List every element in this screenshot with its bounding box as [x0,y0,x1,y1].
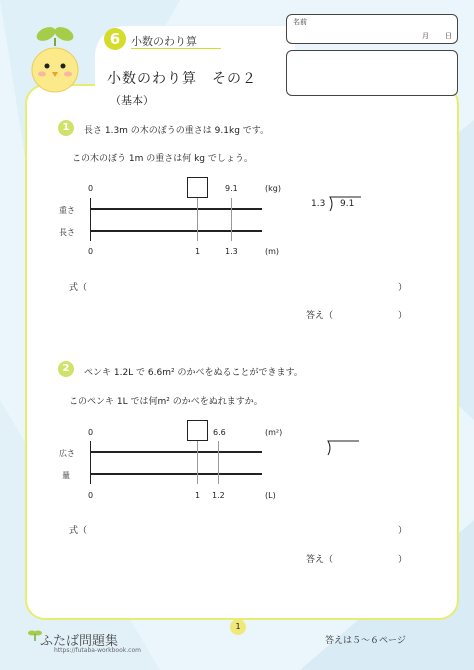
q2-top-zero: 0 [88,428,94,437]
q1-formula-close: ） [398,283,408,293]
q2-answer-close: ） [398,555,408,565]
month-label: 月 [422,32,429,40]
q2-value-guide [218,441,219,484]
q2-formula-open: 式（ [69,526,88,536]
q2-bottom-zero: 0 [88,491,94,500]
worksheet-area [25,84,459,620]
brand-name: ふたば問題集 [40,634,119,649]
q2-bottom-one: 1 [195,491,201,500]
question-2-number: 2 [58,361,74,377]
q2-bottom-value: 1.2 [212,491,225,500]
q2-text-line1: ペンキ 1.2L で 6.6m² のかべをぬることができます。 [84,368,303,378]
q1-top-zero: 0 [88,184,94,193]
q1-text-line1: 長さ 1.3m の木のぼうの重さは 9.1kg です。 [84,126,270,136]
q1-bottom-zero: 0 [88,247,94,256]
q2-amount-line [90,473,262,475]
q1-length-line [90,230,262,232]
q2-top-value: 6.6 [213,428,226,437]
q1-zero-tick [90,198,91,241]
q1-weight-line [90,208,262,210]
q1-unknown-box[interactable] [187,177,208,198]
q1-text-line2: この木のぼう 1m の重さは何 kg でしょう。 [72,154,253,164]
q1-row-weight: 重さ [59,206,75,215]
q2-answer-field[interactable] [338,562,394,563]
q1-formula-open: 式（ [69,283,88,293]
q1-top-unit: (kg) [265,184,281,193]
name-label: 名前 [293,18,307,26]
chick-mascot-icon [22,24,86,94]
brand-url: https://futaba-workbook.com [54,647,141,654]
page-title: 小数のわり算 その２ [107,71,257,87]
q1-dividend: 9.1 [340,199,355,209]
q1-row-length: 長さ [59,228,75,237]
q1-bottom-unit: (m) [265,247,280,256]
unit-title: 小数のわり算 [131,35,197,48]
answer-pages-note: 答えは５～６ページ [325,636,406,646]
q2-row-amount: 量 [62,471,70,480]
q2-one-guide [197,441,198,484]
q1-divisor: 1.3 [311,199,326,209]
day-label: 日 [445,32,452,40]
q2-zero-tick [90,441,91,484]
q1-top-value: 9.1 [225,184,238,193]
q2-formula-close: ） [398,526,408,536]
page-number: 1 [230,619,246,635]
q1-value-guide [231,198,232,241]
score-box[interactable] [286,50,458,96]
q2-row-area: 広さ [59,449,75,458]
q2-formula-field[interactable] [90,533,395,534]
question-1-number: 1 [58,120,74,136]
q1-one-guide [197,198,198,241]
q1-answer-field[interactable] [338,318,394,319]
q2-text-line2: このペンキ 1L では何m² のかべをぬれますか。 [69,397,263,407]
q1-answer-close: ） [398,311,408,321]
q1-formula-field[interactable] [90,290,395,291]
unit-number-badge: 6 [104,28,126,50]
name-field[interactable] [286,14,458,44]
q2-bottom-unit: (L) [265,491,276,500]
q2-unknown-box[interactable] [187,420,208,441]
q1-bottom-one: 1 [195,247,201,256]
q2-area-line [90,451,262,453]
q1-bottom-value: 1.3 [225,247,238,256]
q1-answer-open: 答え（ [306,311,334,321]
q2-answer-open: 答え（ [306,555,334,565]
division-bracket-blank-icon [326,440,360,456]
q2-top-unit: (m²) [265,428,283,437]
unit-title-underline [131,48,221,49]
page-subtitle: （基本） [110,94,154,107]
